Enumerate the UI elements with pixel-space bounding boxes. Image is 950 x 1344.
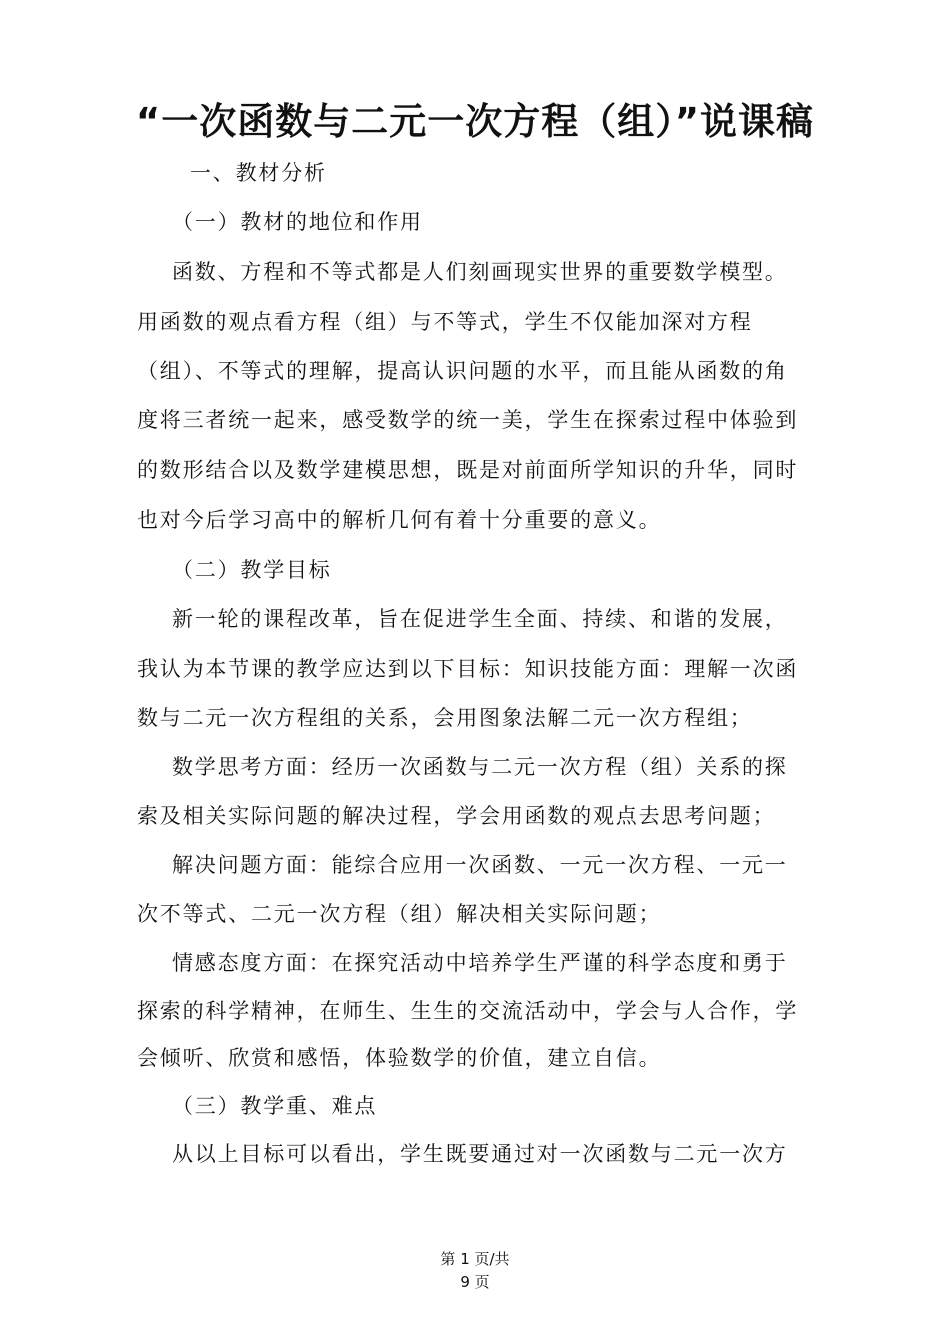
paragraph-line: 我认为本节课的教学应达到以下目标：知识技能方面：理解一次函	[137, 657, 799, 681]
page-number-line-1: 第 1 页/共	[440, 1250, 510, 1268]
paragraph-line: 也对今后学习高中的解析几何有着十分重要的意义。	[137, 508, 662, 532]
subsection-heading-3: （三）教学重、难点	[172, 1094, 378, 1118]
paragraph-line: 数学思考方面：经历一次函数与二元一次方程（组）关系的探	[172, 755, 788, 779]
document-title: “一次函数与二元一次方程（组）”说课稿	[135, 100, 815, 143]
paragraph-line: 次不等式、二元一次方程（组）解决相关实际问题；	[137, 902, 662, 926]
paragraph-line: 解决问题方面：能综合应用一次函数、一元一次方程、一元一	[172, 853, 788, 877]
paragraph-line: （组）、不等式的理解，提高认识问题的水平，而且能从函数的角	[137, 359, 788, 383]
subsection-heading-2: （二）教学目标	[172, 558, 332, 582]
page-number-line-2: 9 页	[460, 1273, 490, 1291]
paragraph-line: 新一轮的课程改革，旨在促进学生全面、持续、和谐的发展，	[172, 607, 788, 631]
paragraph-line: 数与二元一次方程组的关系，会用图象法解二元一次方程组；	[137, 706, 753, 730]
paragraph-line: 函数、方程和不等式都是人们刻画现实世界的重要数学模型。	[172, 260, 788, 284]
paragraph-line: 的数形结合以及数学建模思想，既是对前面所学知识的升华，同时	[137, 458, 799, 482]
paragraph-line: 索及相关实际问题的解决过程，学会用函数的观点去思考问题；	[137, 804, 776, 828]
paragraph-line: 情感态度方面：在探究活动中培养学生严谨的科学态度和勇于	[172, 951, 788, 975]
paragraph-line: 度将三者统一起来，感受数学的统一美，学生在探索过程中体验到	[137, 408, 799, 432]
paragraph-line: 用函数的观点看方程（组）与不等式，学生不仅能加深对方程	[137, 310, 753, 334]
subsection-heading-1: （一）教材的地位和作用	[172, 210, 423, 234]
paragraph-line: 从以上目标可以看出，学生既要通过对一次函数与二元一次方	[172, 1142, 788, 1166]
section-heading-1: 一、教材分析	[190, 161, 327, 185]
paragraph-line: 会倾听、欣赏和感悟，体验数学的价值，建立自信。	[137, 1046, 662, 1070]
paragraph-line: 探索的科学精神，在师生、生生的交流活动中，学会与人合作，学	[137, 999, 799, 1023]
